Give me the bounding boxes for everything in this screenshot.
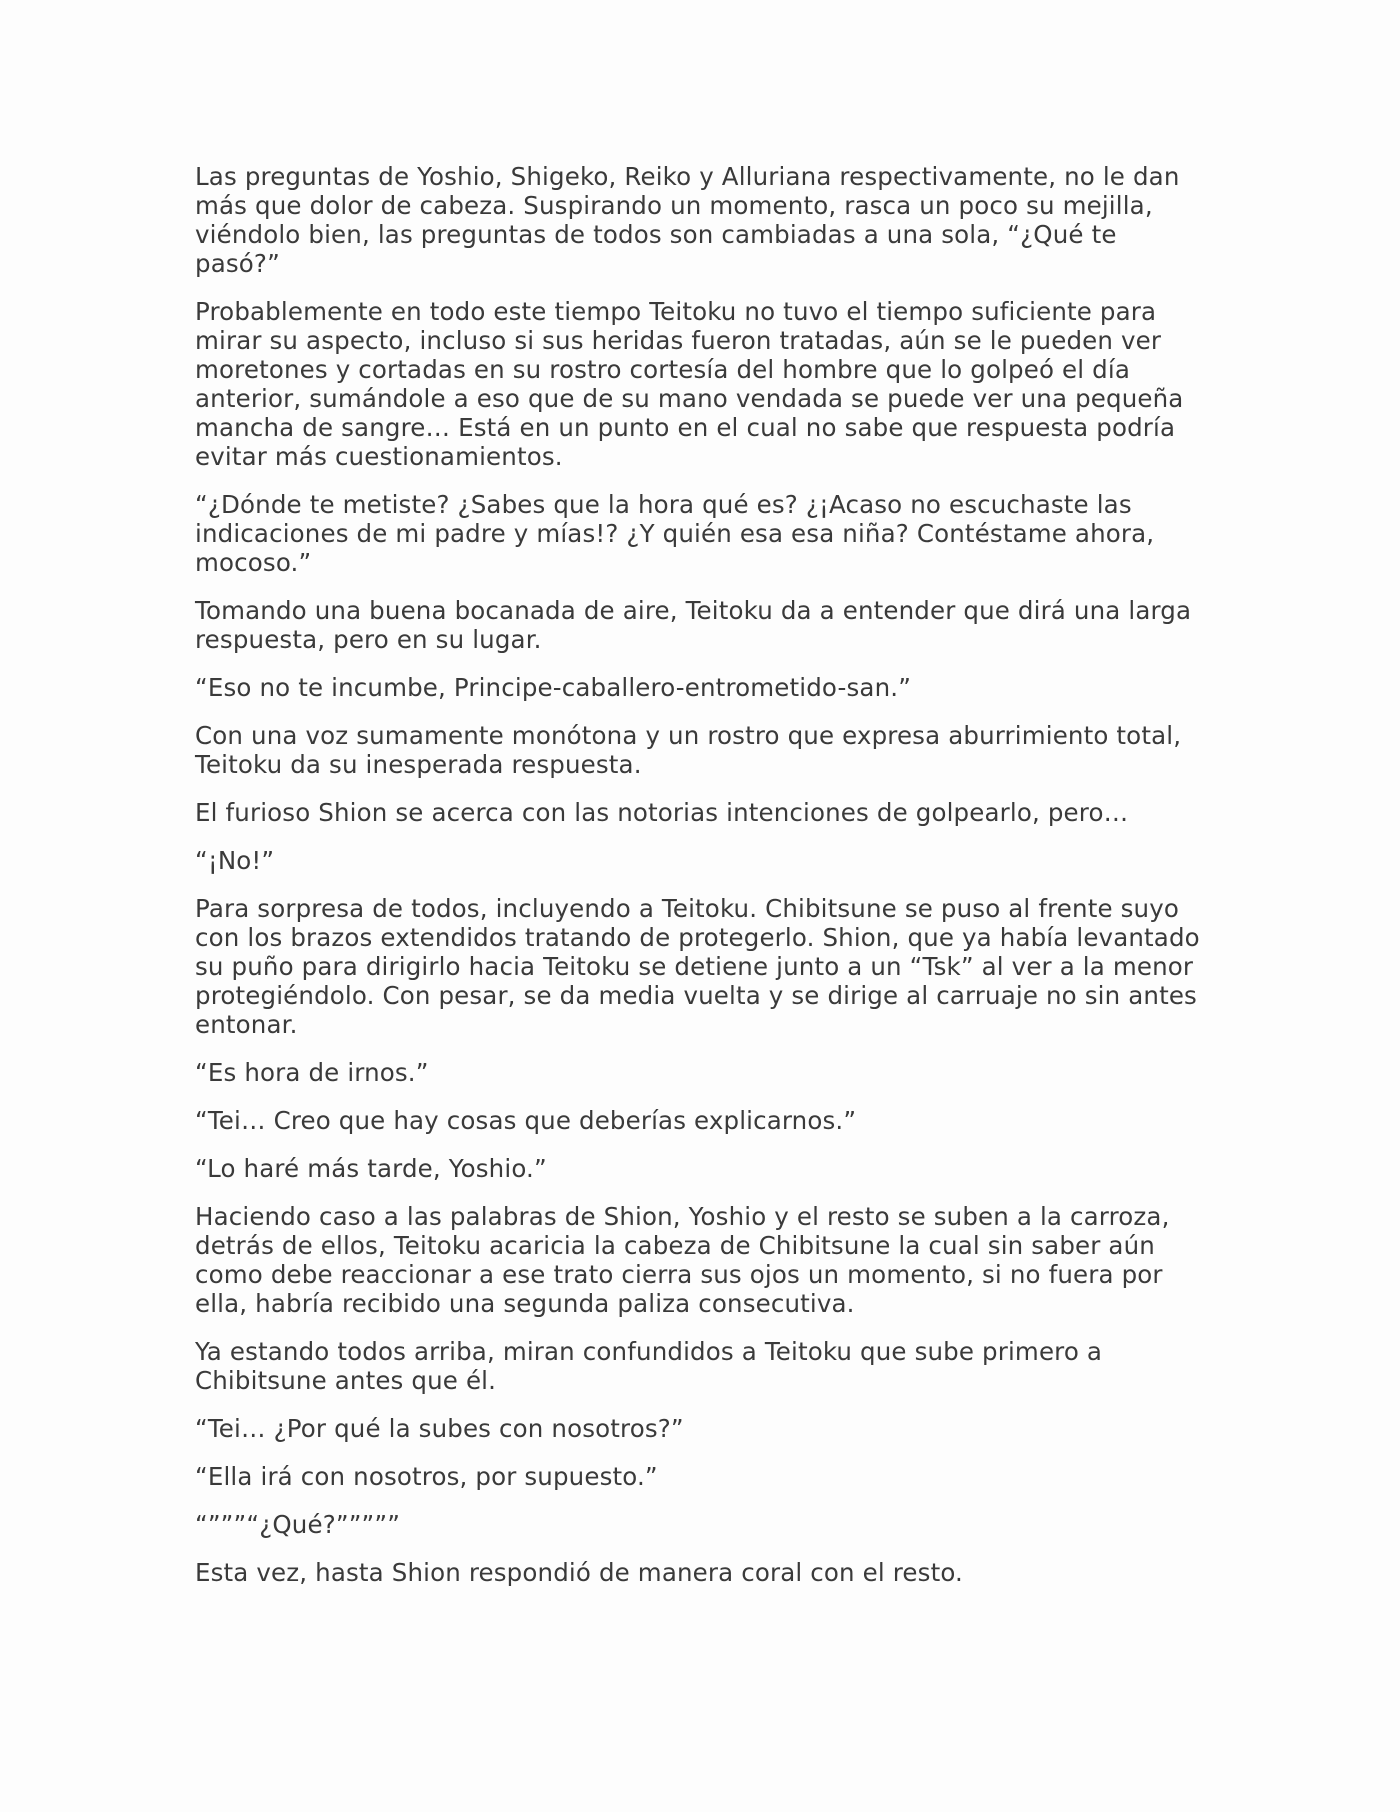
paragraph: Tomando una buena bocanada de aire, Teitoku da a entender que dirá una larga respuesta, pero en su lugar. <box>195 596 1192 654</box>
paragraph: Ya estando todos arriba, miran confundidos a Teitoku que sube primero a Chibitsune antes que él. <box>195 1337 1103 1395</box>
paragraph: Para sorpresa de todos, incluyendo a Teitoku. Chibitsune se puso al frente suyo con los brazos extendidos tratando de protegerlo. Shion, que ya había levantado su puño para dirigirlo hacia Teitoku se detiene junto a un “Tsk” al ver a la menor protegiéndolo. Con pesar, se da media vuelta y se dirige al carruaje no sin antes entonar. <box>195 894 1200 1039</box>
paragraph: “¿Dónde te metiste? ¿Sabes que la hora qué es? ¿¡Acaso no escuchaste las indicaciones de mi padre y mías!? ¿Y quién esa esa niña? Contéstame ahora, mocoso.” <box>195 490 1155 577</box>
paragraph: “Eso no te incumbe, Principe-caballero-entrometido-san.” <box>195 673 912 702</box>
paragraph: “¡No!” <box>195 846 275 875</box>
paragraph: Haciendo caso a las palabras de Shion, Yoshio y el resto se suben a la carroza, detrás de ellos, Teitoku acaricia la cabeza de Chibitsune la cual sin saber aún como debe reaccionar a ese trato cierra sus ojos un momento, si no fuera por ella, habría recibido una segunda paliza consecutiva. <box>195 1202 1170 1318</box>
paragraph: Esta vez, hasta Shion respondió de manera coral con el resto. <box>195 1558 963 1587</box>
paragraph: Con una voz sumamente monótona y un rostro que expresa aburrimiento total, Teitoku da su inesperada respuesta. <box>195 721 1182 779</box>
paragraph: “Ella irá con nosotros, por supuesto.” <box>195 1462 658 1491</box>
paragraph: “Tei… Creo que hay cosas que deberías explicarnos.” <box>195 1106 857 1135</box>
paragraph: Las preguntas de Yoshio, Shigeko, Reiko y Alluriana respectivamente, no le dan más que dolor de cabeza. Suspirando un momento, rasca un poco su mejilla, viéndolo bien, las preguntas de todos son cambiadas a una sola, “¿Qué te pasó?” <box>195 162 1180 278</box>
paragraph: El furioso Shion se acerca con las notorias intenciones de golpearlo, pero… <box>195 798 1129 827</box>
document-body <box>195 162 1205 1606</box>
paragraph: “Es hora de irnos.” <box>195 1058 429 1087</box>
paragraph: “Tei… ¿Por qué la subes con nosotros?” <box>195 1414 684 1443</box>
paragraph: Probablemente en todo este tiempo Teitoku no tuvo el tiempo suficiente para mirar su aspecto, incluso si sus heridas fueron tratadas, aún se le pueden ver moretones y cortadas en su rostro cortesía del hombre que lo golpeó el día anterior, sumándole a eso que de su mano vendada se puede ver una pequeña mancha de sangre… Está en un punto en el cual no sabe que respuesta podría evitar más cuestionamientos. <box>195 297 1184 471</box>
paragraph: “”””“¿Qué?””””” <box>195 1510 401 1539</box>
paragraph: “Lo haré más tarde, Yoshio.” <box>195 1154 547 1183</box>
